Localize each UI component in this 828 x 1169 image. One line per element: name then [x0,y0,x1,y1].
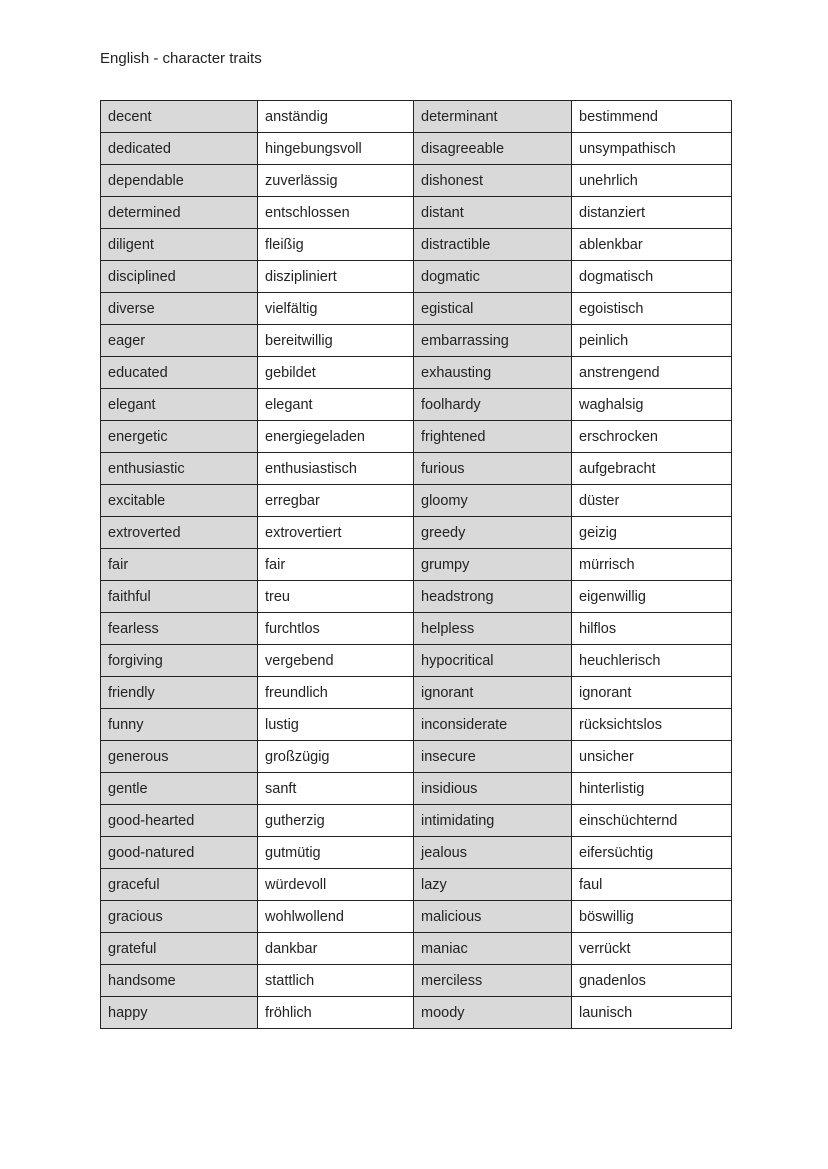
english-term-cell: extroverted [101,517,258,549]
german-translation-cell: heuchlerisch [572,645,732,677]
english-term-cell: merciless [414,965,572,997]
english-term-cell: jealous [414,837,572,869]
table-row [101,165,732,197]
german-translation-cell: freundlich [258,677,414,709]
german-translation-cell: böswillig [572,901,732,933]
table-row [101,133,732,165]
german-translation-cell: verrückt [572,933,732,965]
table-row [101,773,732,805]
english-term-cell: dependable [101,165,258,197]
german-translation-cell: egoistisch [572,293,732,325]
english-term-cell: eager [101,325,258,357]
german-translation-cell: launisch [572,997,732,1029]
english-term-cell: embarrassing [414,325,572,357]
table-row [101,549,732,581]
english-term-cell: headstrong [414,581,572,613]
german-translation-cell: aufgebracht [572,453,732,485]
english-term-cell: exhausting [414,357,572,389]
english-term-cell: enthusiastic [101,453,258,485]
german-translation-cell: anständig [258,101,414,133]
english-term-cell: insecure [414,741,572,773]
table-row [101,965,732,997]
german-translation-cell: enthusiastisch [258,453,414,485]
table-row [101,101,732,133]
german-translation-cell: faul [572,869,732,901]
german-translation-cell: erregbar [258,485,414,517]
german-translation-cell: extrovertiert [258,517,414,549]
english-term-cell: happy [101,997,258,1029]
german-translation-cell: lustig [258,709,414,741]
german-translation-cell: unsicher [572,741,732,773]
german-translation-cell: ignorant [572,677,732,709]
english-term-cell: gracious [101,901,258,933]
table-row [101,837,732,869]
table-row [101,581,732,613]
english-term-cell: handsome [101,965,258,997]
german-translation-cell: einschüchternd [572,805,732,837]
german-translation-cell: treu [258,581,414,613]
german-translation-cell: gutmütig [258,837,414,869]
german-translation-cell: bereitwillig [258,325,414,357]
english-term-cell: distractible [414,229,572,261]
table-row [101,389,732,421]
english-term-cell: forgiving [101,645,258,677]
table-row [101,709,732,741]
german-translation-cell: vergebend [258,645,414,677]
table-row [101,293,732,325]
english-term-cell: inconsiderate [414,709,572,741]
english-term-cell: foolhardy [414,389,572,421]
german-translation-cell: mürrisch [572,549,732,581]
english-term-cell: generous [101,741,258,773]
german-translation-cell: sanft [258,773,414,805]
german-translation-cell: eifersüchtig [572,837,732,869]
german-translation-cell: würdevoll [258,869,414,901]
german-translation-cell: unsympathisch [572,133,732,165]
german-translation-cell: vielfältig [258,293,414,325]
german-translation-cell: unehrlich [572,165,732,197]
page-title: English - character traits [100,50,262,67]
english-term-cell: good-natured [101,837,258,869]
table-row [101,677,732,709]
table-row [101,261,732,293]
english-term-cell: insidious [414,773,572,805]
german-translation-cell: ablenkbar [572,229,732,261]
german-translation-cell: gnadenlos [572,965,732,997]
german-translation-cell: entschlossen [258,197,414,229]
english-term-cell: intimidating [414,805,572,837]
english-term-cell: graceful [101,869,258,901]
english-term-cell: friendly [101,677,258,709]
english-term-cell: determined [101,197,258,229]
english-term-cell: dogmatic [414,261,572,293]
german-translation-cell: großzügig [258,741,414,773]
english-term-cell: energetic [101,421,258,453]
english-term-cell: maniac [414,933,572,965]
english-term-cell: funny [101,709,258,741]
english-term-cell: dishonest [414,165,572,197]
german-translation-cell: wohlwollend [258,901,414,933]
english-term-cell: helpless [414,613,572,645]
english-term-cell: diligent [101,229,258,261]
german-translation-cell: energiegeladen [258,421,414,453]
german-translation-cell: diszipliniert [258,261,414,293]
german-translation-cell: stattlich [258,965,414,997]
german-translation-cell: fleißig [258,229,414,261]
english-term-cell: furious [414,453,572,485]
german-translation-cell: hingebungsvoll [258,133,414,165]
german-translation-cell: anstrengend [572,357,732,389]
english-term-cell: lazy [414,869,572,901]
english-term-cell: distant [414,197,572,229]
table-row [101,901,732,933]
german-translation-cell: bestimmend [572,101,732,133]
german-translation-cell: zuverlässig [258,165,414,197]
english-term-cell: frightened [414,421,572,453]
table-row [101,805,732,837]
english-term-cell: greedy [414,517,572,549]
english-term-cell: malicious [414,901,572,933]
german-translation-cell: gebildet [258,357,414,389]
table-row [101,517,732,549]
table-row [101,229,732,261]
english-term-cell: fearless [101,613,258,645]
english-term-cell: diverse [101,293,258,325]
german-translation-cell: furchtlos [258,613,414,645]
german-translation-cell: elegant [258,389,414,421]
english-term-cell: gentle [101,773,258,805]
english-term-cell: educated [101,357,258,389]
german-translation-cell: dogmatisch [572,261,732,293]
german-translation-cell: gutherzig [258,805,414,837]
table-row [101,421,732,453]
vocabulary-table [100,100,732,1029]
table-row [101,645,732,677]
english-term-cell: determinant [414,101,572,133]
table-row [101,613,732,645]
table-row [101,741,732,773]
english-term-cell: grumpy [414,549,572,581]
english-term-cell: disciplined [101,261,258,293]
english-term-cell: hypocritical [414,645,572,677]
table-row [101,933,732,965]
german-translation-cell: rücksichtslos [572,709,732,741]
english-term-cell: egistical [414,293,572,325]
german-translation-cell: düster [572,485,732,517]
english-term-cell: ignorant [414,677,572,709]
german-translation-cell: hilflos [572,613,732,645]
english-term-cell: grateful [101,933,258,965]
german-translation-cell: waghalsig [572,389,732,421]
english-term-cell: excitable [101,485,258,517]
german-translation-cell: distanziert [572,197,732,229]
german-translation-cell: eigenwillig [572,581,732,613]
table-row [101,197,732,229]
german-translation-cell: erschrocken [572,421,732,453]
german-translation-cell: geizig [572,517,732,549]
table-row [101,453,732,485]
english-term-cell: dedicated [101,133,258,165]
german-translation-cell: fröhlich [258,997,414,1029]
table-row [101,325,732,357]
table-row [101,869,732,901]
table-row [101,485,732,517]
german-translation-cell: hinterlistig [572,773,732,805]
english-term-cell: moody [414,997,572,1029]
english-term-cell: faithful [101,581,258,613]
english-term-cell: decent [101,101,258,133]
table-row [101,997,732,1029]
english-term-cell: good-hearted [101,805,258,837]
english-term-cell: gloomy [414,485,572,517]
vocabulary-table-body [101,101,732,1029]
english-term-cell: elegant [101,389,258,421]
german-translation-cell: peinlich [572,325,732,357]
english-term-cell: disagreeable [414,133,572,165]
german-translation-cell: dankbar [258,933,414,965]
table-row [101,357,732,389]
german-translation-cell: fair [258,549,414,581]
english-term-cell: fair [101,549,258,581]
